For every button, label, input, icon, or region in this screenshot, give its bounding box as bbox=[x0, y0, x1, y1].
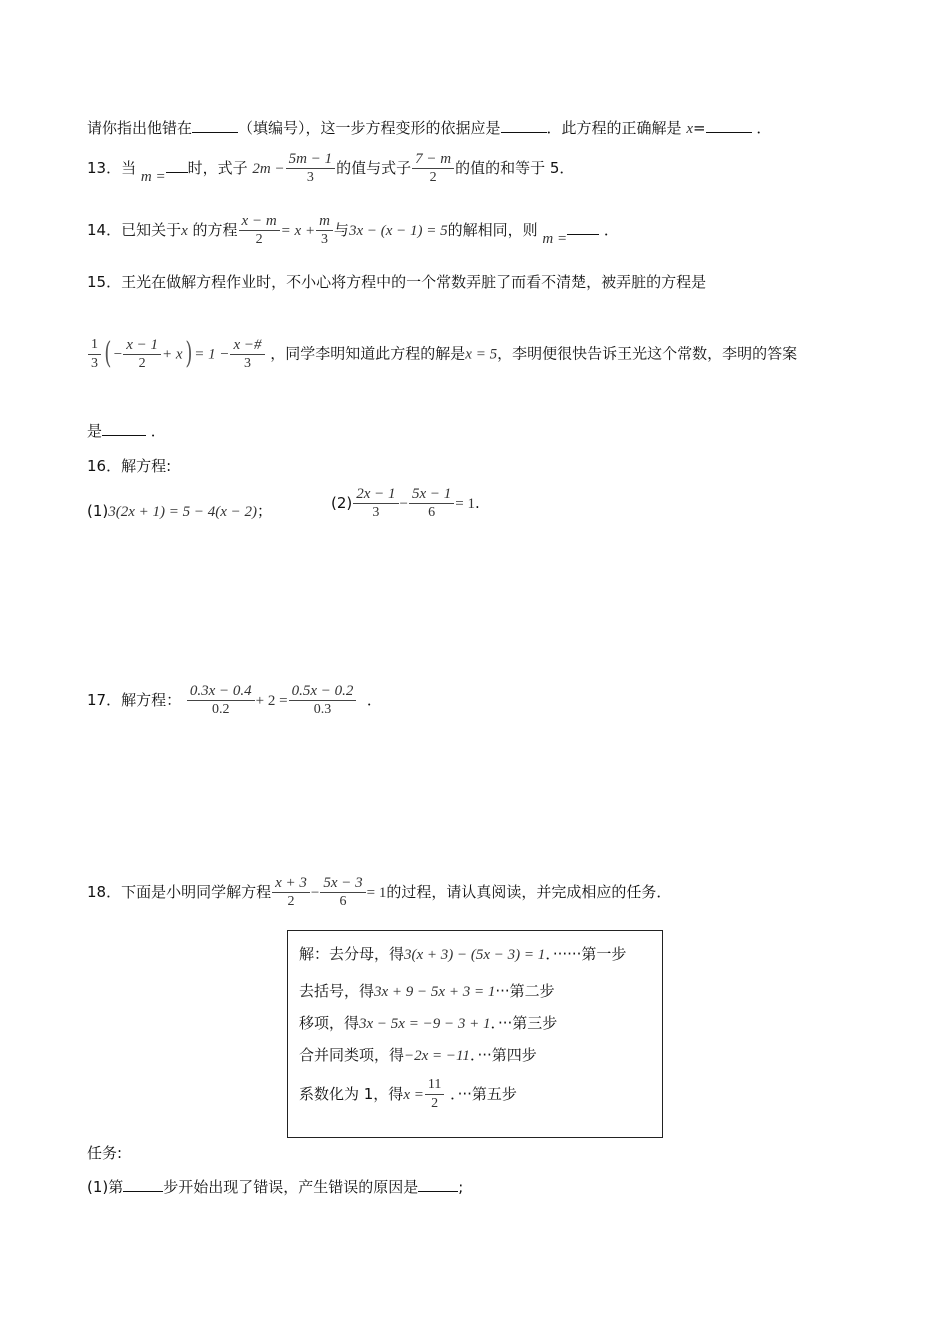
question-16-part-1 bbox=[87, 501, 272, 522]
text: 18．下面是小明同学解方程 bbox=[87, 883, 272, 901]
numerator: 0.5x − 0.2 bbox=[289, 682, 357, 701]
numerator: 5x − 3 bbox=[320, 874, 365, 893]
denominator: 0.3 bbox=[313, 702, 332, 717]
fraction bbox=[289, 682, 357, 719]
fraction bbox=[320, 874, 365, 911]
error-question-line bbox=[87, 118, 771, 139]
fraction bbox=[272, 874, 310, 911]
text: 的值的和等于 5． bbox=[455, 159, 575, 177]
text: 时，式子 bbox=[187, 159, 248, 177]
fraction bbox=[239, 212, 280, 249]
numerator: x −# bbox=[230, 336, 264, 355]
text: 系数化为 1，得 bbox=[299, 1085, 404, 1103]
denominator: 2 bbox=[431, 1096, 439, 1111]
solution-step-2 bbox=[299, 981, 555, 1002]
fraction bbox=[230, 336, 264, 373]
denominator: 3 bbox=[306, 170, 314, 185]
text: 任务: bbox=[87, 1144, 123, 1162]
text: 去括号，得 bbox=[299, 982, 375, 1000]
text: ，同学李明知道此方程的解是 bbox=[270, 344, 466, 363]
numerator: 2x − 1 bbox=[353, 485, 398, 504]
solution-step-4 bbox=[299, 1045, 537, 1066]
text: 与 bbox=[333, 221, 349, 239]
question-17 bbox=[87, 682, 382, 719]
text: 的值与式子 bbox=[336, 159, 412, 177]
text: . bbox=[475, 494, 480, 512]
answer-blank[interactable] bbox=[102, 421, 146, 436]
math-expression: = x + bbox=[280, 223, 316, 239]
text: ． bbox=[150, 422, 166, 440]
minus: − bbox=[399, 496, 408, 512]
text: ．···第四步 bbox=[469, 1046, 537, 1064]
var-x: x bbox=[181, 223, 188, 239]
fraction bbox=[123, 336, 161, 373]
fraction bbox=[88, 336, 101, 373]
text: 17．解方程： bbox=[87, 691, 182, 709]
numerator: 7 − m bbox=[412, 150, 454, 169]
text: (1)第 bbox=[87, 1178, 124, 1196]
denominator: 2 bbox=[287, 894, 295, 909]
denominator: 6 bbox=[428, 505, 436, 520]
equals: = bbox=[692, 119, 706, 137]
question-15-line-3 bbox=[87, 421, 166, 441]
fraction bbox=[409, 485, 454, 522]
denominator: 3 bbox=[243, 355, 251, 371]
math-expression: x = bbox=[403, 1087, 424, 1103]
text: 的解相同，则 bbox=[447, 221, 538, 239]
math-equation: 3(2x + 1) = 5 − 4(x − 2) bbox=[108, 504, 258, 520]
numerator: x + 3 bbox=[272, 874, 310, 893]
math-expression: 3x − (x − 1) = 5 bbox=[348, 223, 448, 239]
answer-blank[interactable] bbox=[418, 1177, 458, 1192]
text: ． bbox=[756, 119, 772, 137]
part-label: (1) bbox=[87, 502, 109, 520]
math-expression: = 1 bbox=[366, 885, 387, 901]
question-15-equation-line bbox=[87, 334, 797, 374]
answer-blank[interactable] bbox=[567, 220, 599, 235]
text: 是 bbox=[87, 422, 103, 440]
text: 请你指出他错在 bbox=[87, 119, 193, 137]
text: 的过程，请认真阅读，并完成相应的任务． bbox=[386, 883, 672, 901]
math-expression: + x bbox=[161, 346, 183, 363]
denominator: 6 bbox=[339, 894, 347, 909]
text: ．此方程的正确解是 bbox=[546, 119, 687, 137]
part-label: (2) bbox=[331, 494, 353, 512]
answer-blank[interactable] bbox=[166, 158, 188, 173]
text: ． bbox=[603, 221, 619, 239]
numerator: 0.3x − 0.4 bbox=[187, 682, 255, 701]
denominator: 2 bbox=[138, 355, 146, 371]
denominator: 2 bbox=[429, 170, 437, 185]
question-15-line-1 bbox=[87, 272, 706, 292]
math-equation: 3(x + 3) − (5x − 3) = 1 bbox=[404, 947, 546, 963]
text: ． bbox=[366, 691, 382, 709]
right-paren: ) bbox=[184, 336, 192, 371]
answer-blank[interactable] bbox=[706, 118, 752, 133]
answer-blank[interactable] bbox=[123, 1177, 163, 1192]
text: 15．王光在做解方程作业时，不小心将方程中的一个常数弄脏了而看不清楚，被弄脏的方程是 bbox=[87, 273, 707, 291]
minus: − bbox=[113, 346, 123, 363]
var-x: x bbox=[686, 121, 693, 137]
math-condition: m = bbox=[542, 231, 568, 247]
math-equation: −2x = −11 bbox=[404, 1048, 470, 1064]
question-16-title bbox=[87, 456, 171, 476]
math-expression: 2m − bbox=[252, 161, 285, 177]
math-solution: x = 5 bbox=[465, 346, 498, 363]
denominator: 3 bbox=[372, 505, 380, 520]
text: ．···第三步 bbox=[490, 1014, 558, 1032]
numerator: x − 1 bbox=[123, 336, 161, 355]
fraction bbox=[412, 150, 454, 187]
math-condition: m = bbox=[140, 169, 166, 185]
denominator: 2 bbox=[255, 232, 263, 247]
text: 步开始出现了错误，产生错误的原因是 bbox=[163, 1178, 419, 1196]
fraction bbox=[316, 212, 333, 249]
numerator: x − m bbox=[239, 212, 280, 231]
fraction bbox=[187, 682, 255, 719]
solution-step-5 bbox=[299, 1076, 517, 1113]
math-expression: = 1 bbox=[455, 496, 475, 512]
numerator: 5m − 1 bbox=[286, 150, 335, 169]
answer-blank[interactable] bbox=[192, 118, 238, 133]
math-equation: 3x − 5x = −9 − 3 + 1 bbox=[359, 1016, 491, 1032]
left-paren: ( bbox=[104, 336, 112, 371]
numerator: 5x − 1 bbox=[409, 485, 454, 504]
text: ．···第五步 bbox=[450, 1085, 517, 1103]
answer-blank[interactable] bbox=[501, 118, 547, 133]
fraction bbox=[425, 1076, 444, 1113]
solution-step-1 bbox=[299, 944, 626, 965]
denominator: 0.2 bbox=[212, 702, 230, 717]
text: ···第二步 bbox=[495, 982, 555, 1000]
tasks-title bbox=[87, 1143, 122, 1163]
text: ，李明便很快告诉王光这个常数，李明的答案 bbox=[497, 344, 798, 363]
text: 合并同类项，得 bbox=[299, 1046, 405, 1064]
fraction bbox=[286, 150, 335, 187]
math-expression: + 2 = bbox=[255, 693, 288, 709]
solution-step-3 bbox=[299, 1013, 557, 1034]
question-16-part-2 bbox=[331, 485, 480, 522]
text: 的方程 bbox=[187, 221, 238, 239]
text: 14．已知关于 bbox=[87, 221, 182, 239]
text: ．······第一步 bbox=[545, 945, 627, 963]
text: 16．解方程: bbox=[87, 457, 172, 475]
text: ; bbox=[458, 1178, 464, 1196]
question-14 bbox=[87, 212, 619, 249]
solution-box bbox=[287, 930, 663, 1138]
numerator: 11 bbox=[425, 1076, 444, 1095]
numerator: m bbox=[316, 212, 333, 231]
text: 13．当 bbox=[87, 159, 137, 177]
text: 解：去分母，得 bbox=[299, 945, 405, 963]
task-1 bbox=[87, 1177, 463, 1197]
question-18 bbox=[87, 874, 671, 911]
math-equation: 3x + 9 − 5x + 3 = 1 bbox=[374, 984, 496, 1000]
question-13 bbox=[87, 150, 574, 187]
minus: − bbox=[310, 885, 320, 901]
denominator: 3 bbox=[91, 355, 98, 371]
text: （填编号），这一步方程变形的依据应是 bbox=[238, 119, 501, 137]
math-expression: = 1 − bbox=[194, 346, 230, 363]
fraction bbox=[353, 485, 398, 522]
text: 移项，得 bbox=[299, 1014, 360, 1032]
numerator: 1 bbox=[88, 336, 101, 355]
text: ； bbox=[257, 502, 273, 520]
denominator: 3 bbox=[321, 232, 328, 247]
